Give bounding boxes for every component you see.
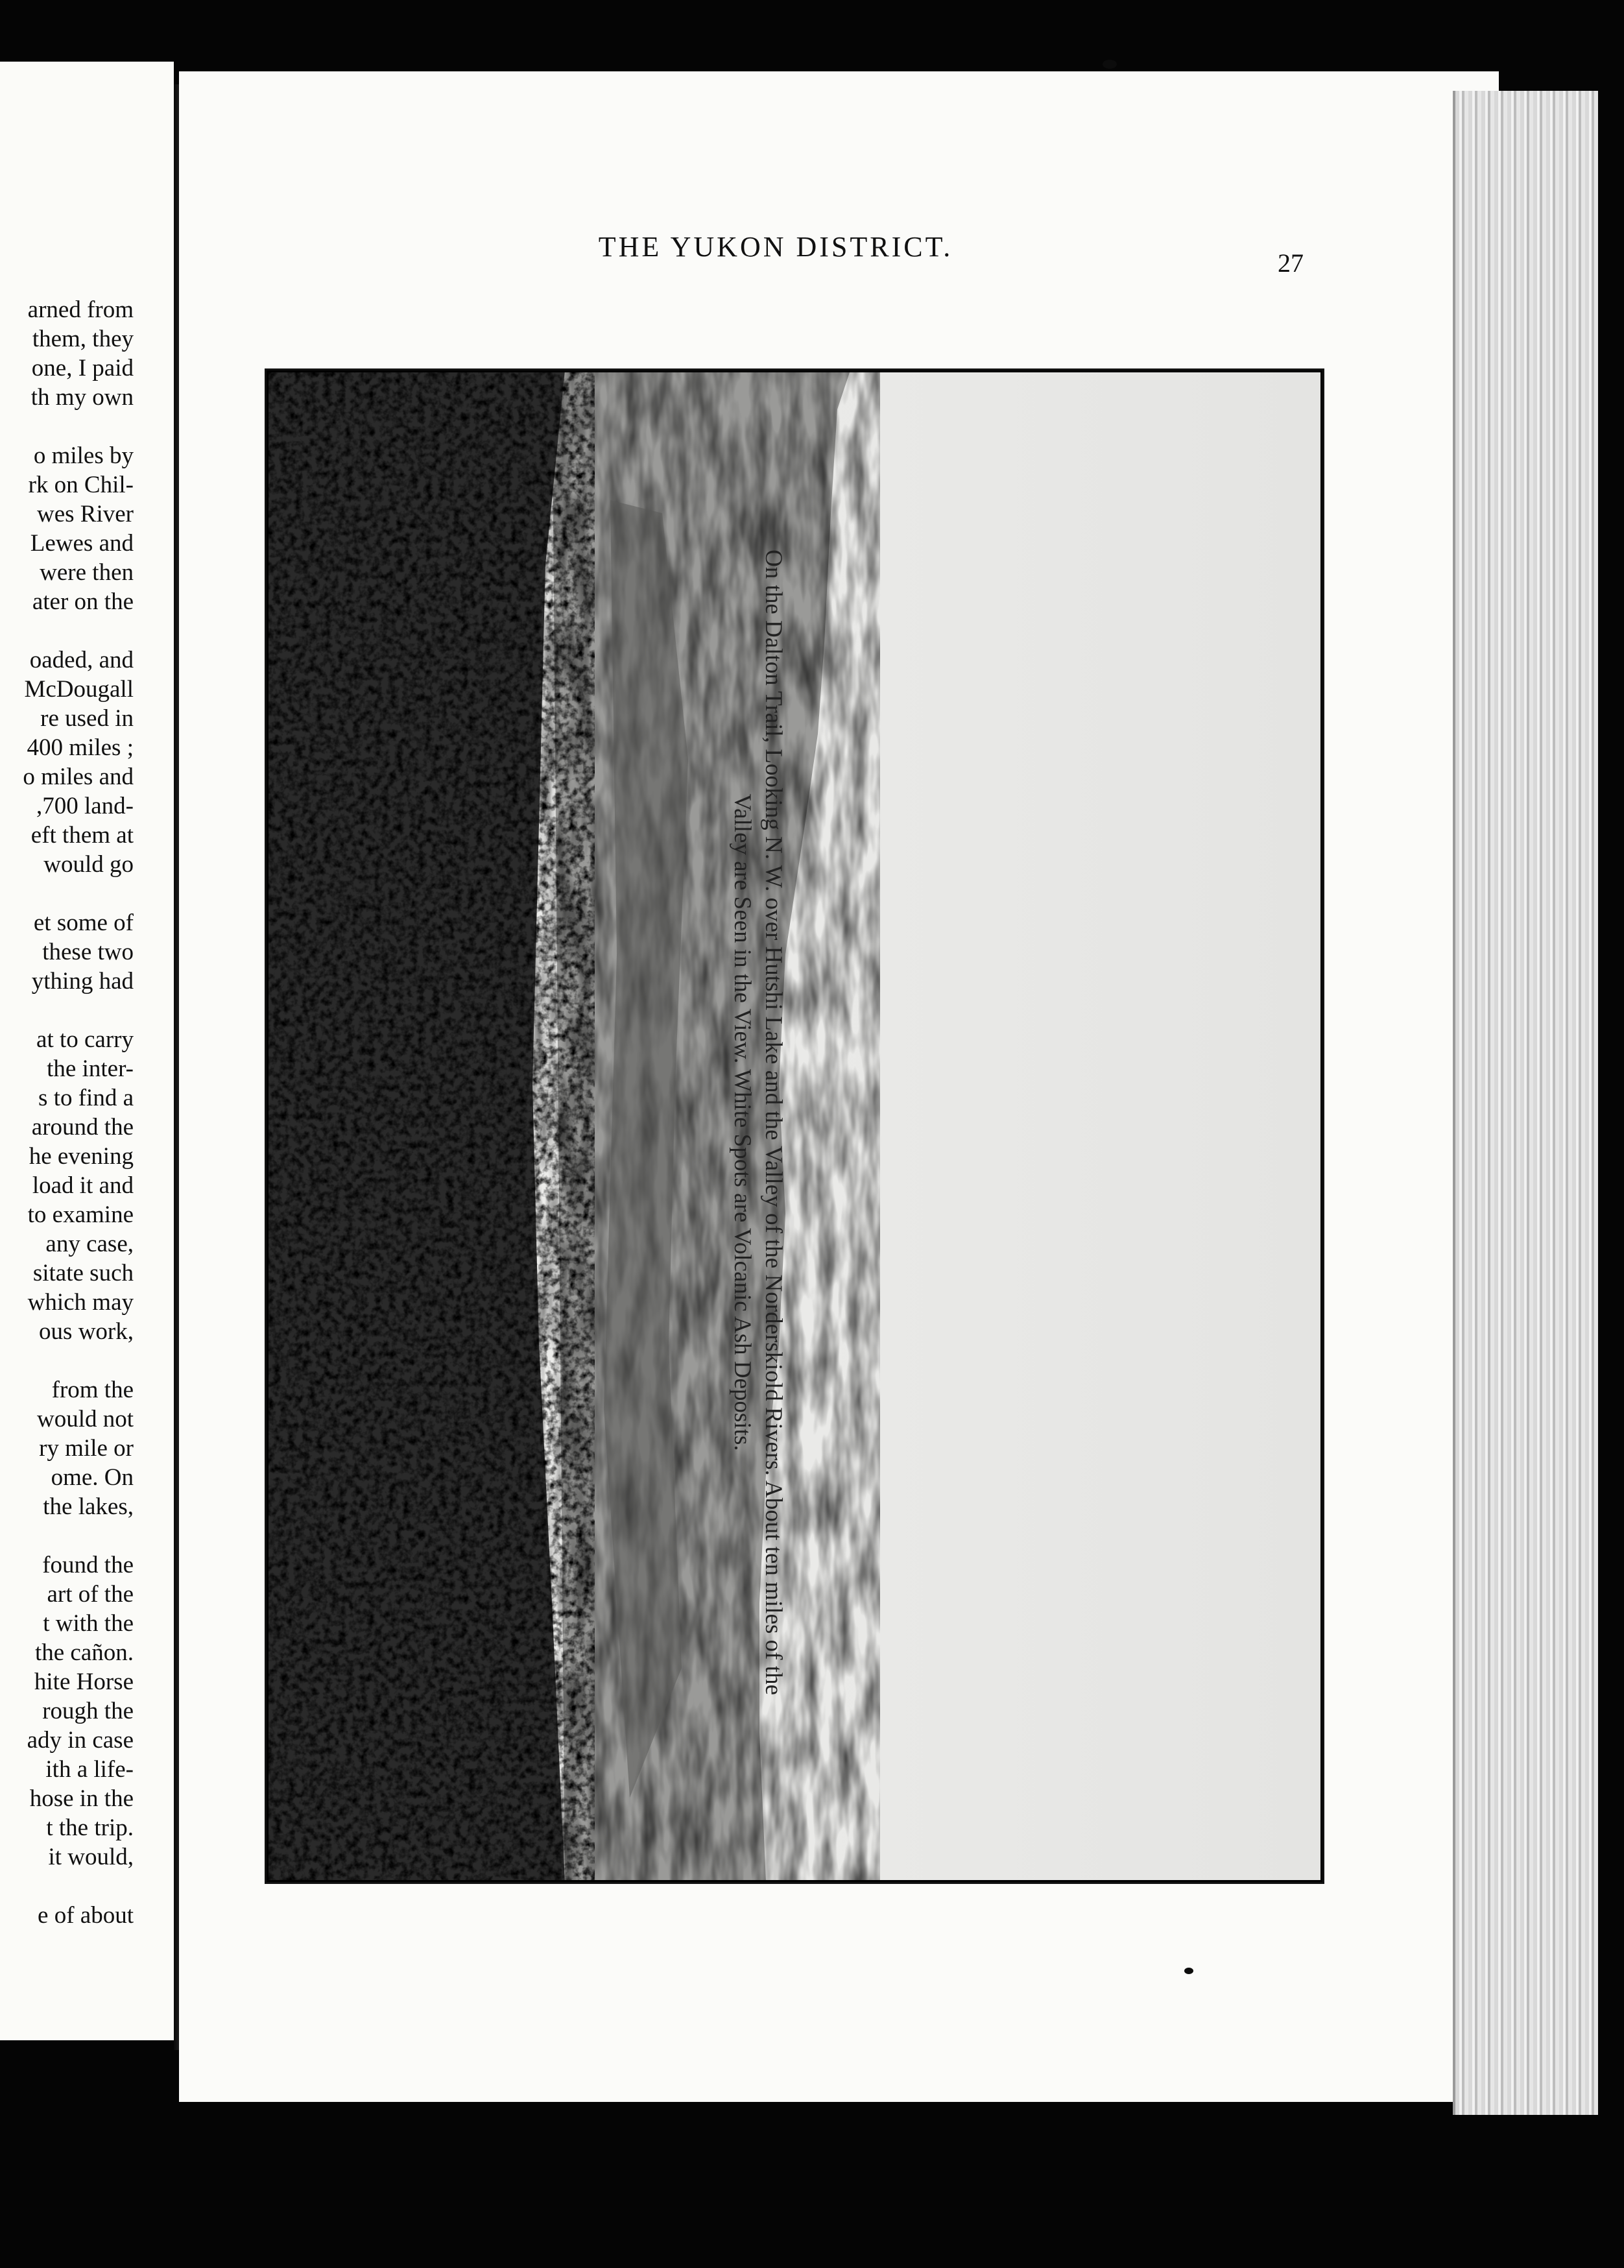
left-page-line: Lewes and [30,530,134,557]
left-page-line: rk on Chil- [28,472,134,498]
caption-line-1: On the Dalton Trail, Looking N. W. over Hutshi Lake and the Valley of the Norderskiold Rivers. About ten miles of the [760,549,787,1695]
page-number: 27 [1278,248,1304,278]
left-page-line: he evening [29,1143,134,1170]
left-page-line [0,412,134,441]
left-page-line: ith a life- [45,1756,134,1783]
left-page-line: ater on the [32,588,134,615]
left-page-line: it would, [48,1844,134,1870]
left-page-line: sitate such [32,1260,134,1286]
left-page-line: re used in [40,705,134,732]
left-page-line: around the [31,1114,134,1140]
left-page-line: ous work, [39,1318,134,1345]
left-page-line: one, I paid [31,355,134,381]
left-page-line [0,616,134,645]
landscape-photograph [265,368,1324,1884]
left-page-line: from the [51,1377,134,1403]
left-page-line: ome. On [51,1464,134,1491]
left-page-line: at to carry [36,1026,134,1053]
left-page-line: load it and [32,1172,134,1199]
left-page-line: hose in the [29,1785,134,1812]
left-page-line: ything had [31,968,134,995]
left-page-line [0,879,134,908]
left-page-line: the lakes, [43,1493,134,1520]
left-page-line: ady in case [27,1727,134,1754]
left-page-line: the cañon. [34,1639,134,1666]
left-page-line: them, they [32,326,134,352]
left-page-line [0,1872,134,1901]
left-page-line: et some of [33,910,134,936]
running-head: THE YUKON DISTRICT. [598,231,953,263]
caption-line-2: Valley are Seen in the View. White Spots are Volcanic Ash Deposits. [729,793,756,1451]
left-page-line: found the [42,1552,134,1578]
left-page-line: which may [27,1289,134,1316]
left-page-line: ,700 land- [36,793,134,819]
left-page-line [0,1346,134,1375]
left-page-line: eft them at [30,822,134,849]
photo-caption [726,402,789,1842]
left-page-line: o miles and [23,764,134,790]
facing-left-page [0,62,174,2040]
left-page-line: 400 miles ; [27,734,134,761]
left-page-line: th my own [30,384,134,411]
left-page-line [0,1521,134,1550]
left-page-line [0,996,134,1025]
left-page-line: McDougall [24,676,134,703]
left-page-line: these two [42,939,134,965]
left-page-line: rough the [42,1698,134,1724]
left-page-line: would not [36,1406,134,1432]
left-page-line: ry mile or [39,1435,134,1462]
left-page-line: art of the [47,1581,134,1608]
left-page-line: arned from [27,296,134,323]
left-page-text-column [0,295,134,1930]
left-page-line: t the trip. [46,1815,134,1841]
left-page-line: o miles by [33,442,134,469]
left-page-line: to examine [27,1201,134,1228]
left-page-line: the inter- [47,1056,134,1082]
left-page-line: would go [43,851,134,878]
left-page-line: any case, [45,1231,134,1257]
page-edges [1453,91,1598,2115]
left-page-line: e of about [38,1902,134,1929]
left-page-line: were then [40,559,134,586]
left-page-line: hite Horse [34,1669,134,1695]
left-page-line: s to find a [38,1085,134,1111]
left-page-line: t with the [43,1610,134,1637]
left-page-line: wes River [37,501,134,527]
dust-speck [1103,60,1117,69]
left-page-line: oaded, and [29,647,134,673]
photo-landscape-illustration [267,370,1322,1882]
dust-speck [1184,1968,1193,1974]
